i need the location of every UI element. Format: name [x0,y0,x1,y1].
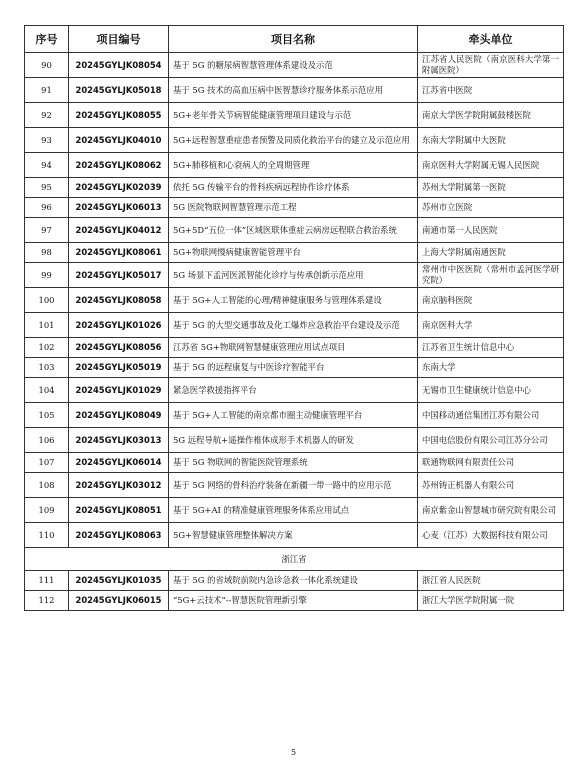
cell-code: 20245GYLJK01026 [69,313,169,338]
header-unit: 牵头单位 [418,26,564,53]
header-code: 项目编号 [69,26,169,53]
cell-name: 5G+5D“五位一体”区域医联体重症云病房远程联合救治系统 [169,218,418,243]
cell-name: 基于 5G 网络的骨科治疗装备在新疆一带一路中的应用示范 [169,473,418,498]
cell-name: 基于 5G 的糖尿病智慧管理体系建设及示范 [169,53,418,78]
header-seq: 序号 [25,26,69,53]
cell-unit: 南京医科大学 [418,313,564,338]
cell-unit: 联通物联网有限责任公司 [418,453,564,473]
cell-unit: 东南大学 [418,358,564,378]
cell-seq: 106 [25,428,69,453]
table-row [25,453,564,473]
section-row [25,548,564,571]
cell-seq: 107 [25,453,69,473]
cell-unit: 浙江大学医学院附属一院 [418,591,564,611]
cell-name: “5G+云技术”--智慧医院管理新引擎 [169,591,418,611]
cell-seq: 94 [25,153,69,178]
cell-unit: 苏州铸正机器人有限公司 [418,473,564,498]
section-title: 浙江省 [25,548,564,571]
cell-name: 5G+老年骨关节病智能健康管理项目建设与示范 [169,103,418,128]
cell-unit: 常州市中医医院（常州市孟河医学研究院） [418,263,564,288]
table-row [25,498,564,523]
table-row [25,313,564,338]
table-header-row [25,26,564,53]
cell-code: 20245GYLJK08051 [69,498,169,523]
table-row [25,288,564,313]
cell-unit: 江苏省中医院 [418,78,564,103]
cell-seq: 103 [25,358,69,378]
cell-name: 基于 5G+人工智能的心理/精神健康服务与管理体系建设 [169,288,418,313]
table-row [25,103,564,128]
cell-code: 20245GYLJK06013 [69,198,169,218]
table-row [25,263,564,288]
cell-code: 20245GYLJK01029 [69,378,169,403]
table-row [25,198,564,218]
cell-code: 20245GYLJK08056 [69,338,169,358]
cell-seq: 90 [25,53,69,78]
cell-code: 20245GYLJK03013 [69,428,169,453]
cell-seq: 102 [25,338,69,358]
cell-code: 20245GYLJK01035 [69,571,169,591]
cell-unit: 苏州大学附属第一医院 [418,178,564,198]
cell-seq: 109 [25,498,69,523]
cell-name: 基于 5G 的省域院前院内急诊急救一体化系统建设 [169,571,418,591]
cell-unit: 南京脑科医院 [418,288,564,313]
cell-name: 基于 5G 的远程康复与中医诊疗智能平台 [169,358,418,378]
cell-unit: 南京紫金山智慧城市研究院有限公司 [418,498,564,523]
table-row [25,473,564,498]
cell-unit: 中国移动通信集团江苏有限公司 [418,403,564,428]
cell-code: 20245GYLJK05017 [69,263,169,288]
cell-unit: 东南大学附属中大医院 [418,128,564,153]
table-row [25,178,564,198]
cell-seq: 93 [25,128,69,153]
cell-name: 基于 5G+人工智能的南京都市圈主动健康管理平台 [169,403,418,428]
table-row [25,243,564,263]
cell-code: 20245GYLJK02039 [69,178,169,198]
cell-seq: 110 [25,523,69,548]
header-name: 项目名称 [169,26,418,53]
cell-seq: 91 [25,78,69,103]
cell-name: 紧急医学救援指挥平台 [169,378,418,403]
cell-seq: 100 [25,288,69,313]
cell-seq: 101 [25,313,69,338]
table-row [25,78,564,103]
cell-code: 20245GYLJK05018 [69,78,169,103]
cell-name: 5G 远程导航+遥操作椎体成形手术机器人的研发 [169,428,418,453]
cell-name: 基于 5G+AI 的精准健康管理服务体系应用试点 [169,498,418,523]
cell-seq: 96 [25,198,69,218]
cell-seq: 111 [25,571,69,591]
cell-unit: 浙江省人民医院 [418,571,564,591]
cell-name: 5G 场景下孟河医派智能化诊疗与传承创新示范应用 [169,263,418,288]
table-row [25,591,564,611]
cell-name: 5G+智慧健康管理整体解决方案 [169,523,418,548]
table-row [25,128,564,153]
cell-name: 江苏省 5G+物联网智慧健康管理应用试点项目 [169,338,418,358]
cell-seq: 108 [25,473,69,498]
page-number: 5 [290,748,297,757]
cell-code: 20245GYLJK06015 [69,591,169,611]
cell-seq: 92 [25,103,69,128]
cell-seq: 95 [25,178,69,198]
table-row [25,358,564,378]
cell-code: 20245GYLJK04012 [69,218,169,243]
cell-name: 基于 5G 的大型交通事故及化工爆炸应急救治平台建设及示范 [169,313,418,338]
cell-code: 20245GYLJK05019 [69,358,169,378]
cell-seq: 99 [25,263,69,288]
table-row [25,338,564,358]
cell-code: 20245GYLJK08058 [69,288,169,313]
table-row [25,428,564,453]
cell-code: 20245GYLJK08062 [69,153,169,178]
table-row [25,403,564,428]
cell-name: 5G+远程智慧重症患者预警及同质化救治平台的建立及示范应用 [169,128,418,153]
cell-unit: 中国电信股份有限公司江苏分公司 [418,428,564,453]
cell-seq: 97 [25,218,69,243]
cell-code: 20245GYLJK03012 [69,473,169,498]
cell-name: 5G+肺移植和心衰病人的全周期管理 [169,153,418,178]
table-row [25,523,564,548]
cell-code: 20245GYLJK08063 [69,523,169,548]
cell-name: 5G+物联网慢病健康智能管理平台 [169,243,418,263]
table-row [25,378,564,403]
cell-unit: 心麦（江苏）大数据科技有限公司 [418,523,564,548]
cell-unit: 上海大学附属南通医院 [418,243,564,263]
cell-code: 20245GYLJK08054 [69,53,169,78]
cell-unit: 江苏省人民医院（南京医科大学第一附属医院） [418,53,564,78]
cell-name: 基于 5G 物联网的智能医院管理系统 [169,453,418,473]
cell-unit: 无锡市卫生健康统计信息中心 [418,378,564,403]
cell-unit: 南通市第一人民医院 [418,218,564,243]
project-table [24,25,564,611]
cell-seq: 104 [25,378,69,403]
cell-seq: 112 [25,591,69,611]
table-row [25,571,564,591]
table-row [25,153,564,178]
cell-code: 20245GYLJK04010 [69,128,169,153]
cell-code: 20245GYLJK08061 [69,243,169,263]
cell-code: 20245GYLJK08055 [69,103,169,128]
cell-unit: 南京大学医学院附属鼓楼医院 [418,103,564,128]
cell-seq: 98 [25,243,69,263]
table-row [25,53,564,78]
cell-unit: 南京医科大学附属无锡人民医院 [418,153,564,178]
cell-name: 5G 医院物联网智慧管理示范工程 [169,198,418,218]
cell-name: 依托 5G 传输平台的骨科疾病远程协作诊疗体系 [169,178,418,198]
cell-seq: 105 [25,403,69,428]
table-row [25,218,564,243]
cell-code: 20245GYLJK06014 [69,453,169,473]
cell-name: 基于 5G 技术的高血压病中医智慧诊疗服务体系示范应用 [169,78,418,103]
cell-unit: 江苏省卫生统计信息中心 [418,338,564,358]
cell-unit: 苏州市立医院 [418,198,564,218]
cell-code: 20245GYLJK08049 [69,403,169,428]
